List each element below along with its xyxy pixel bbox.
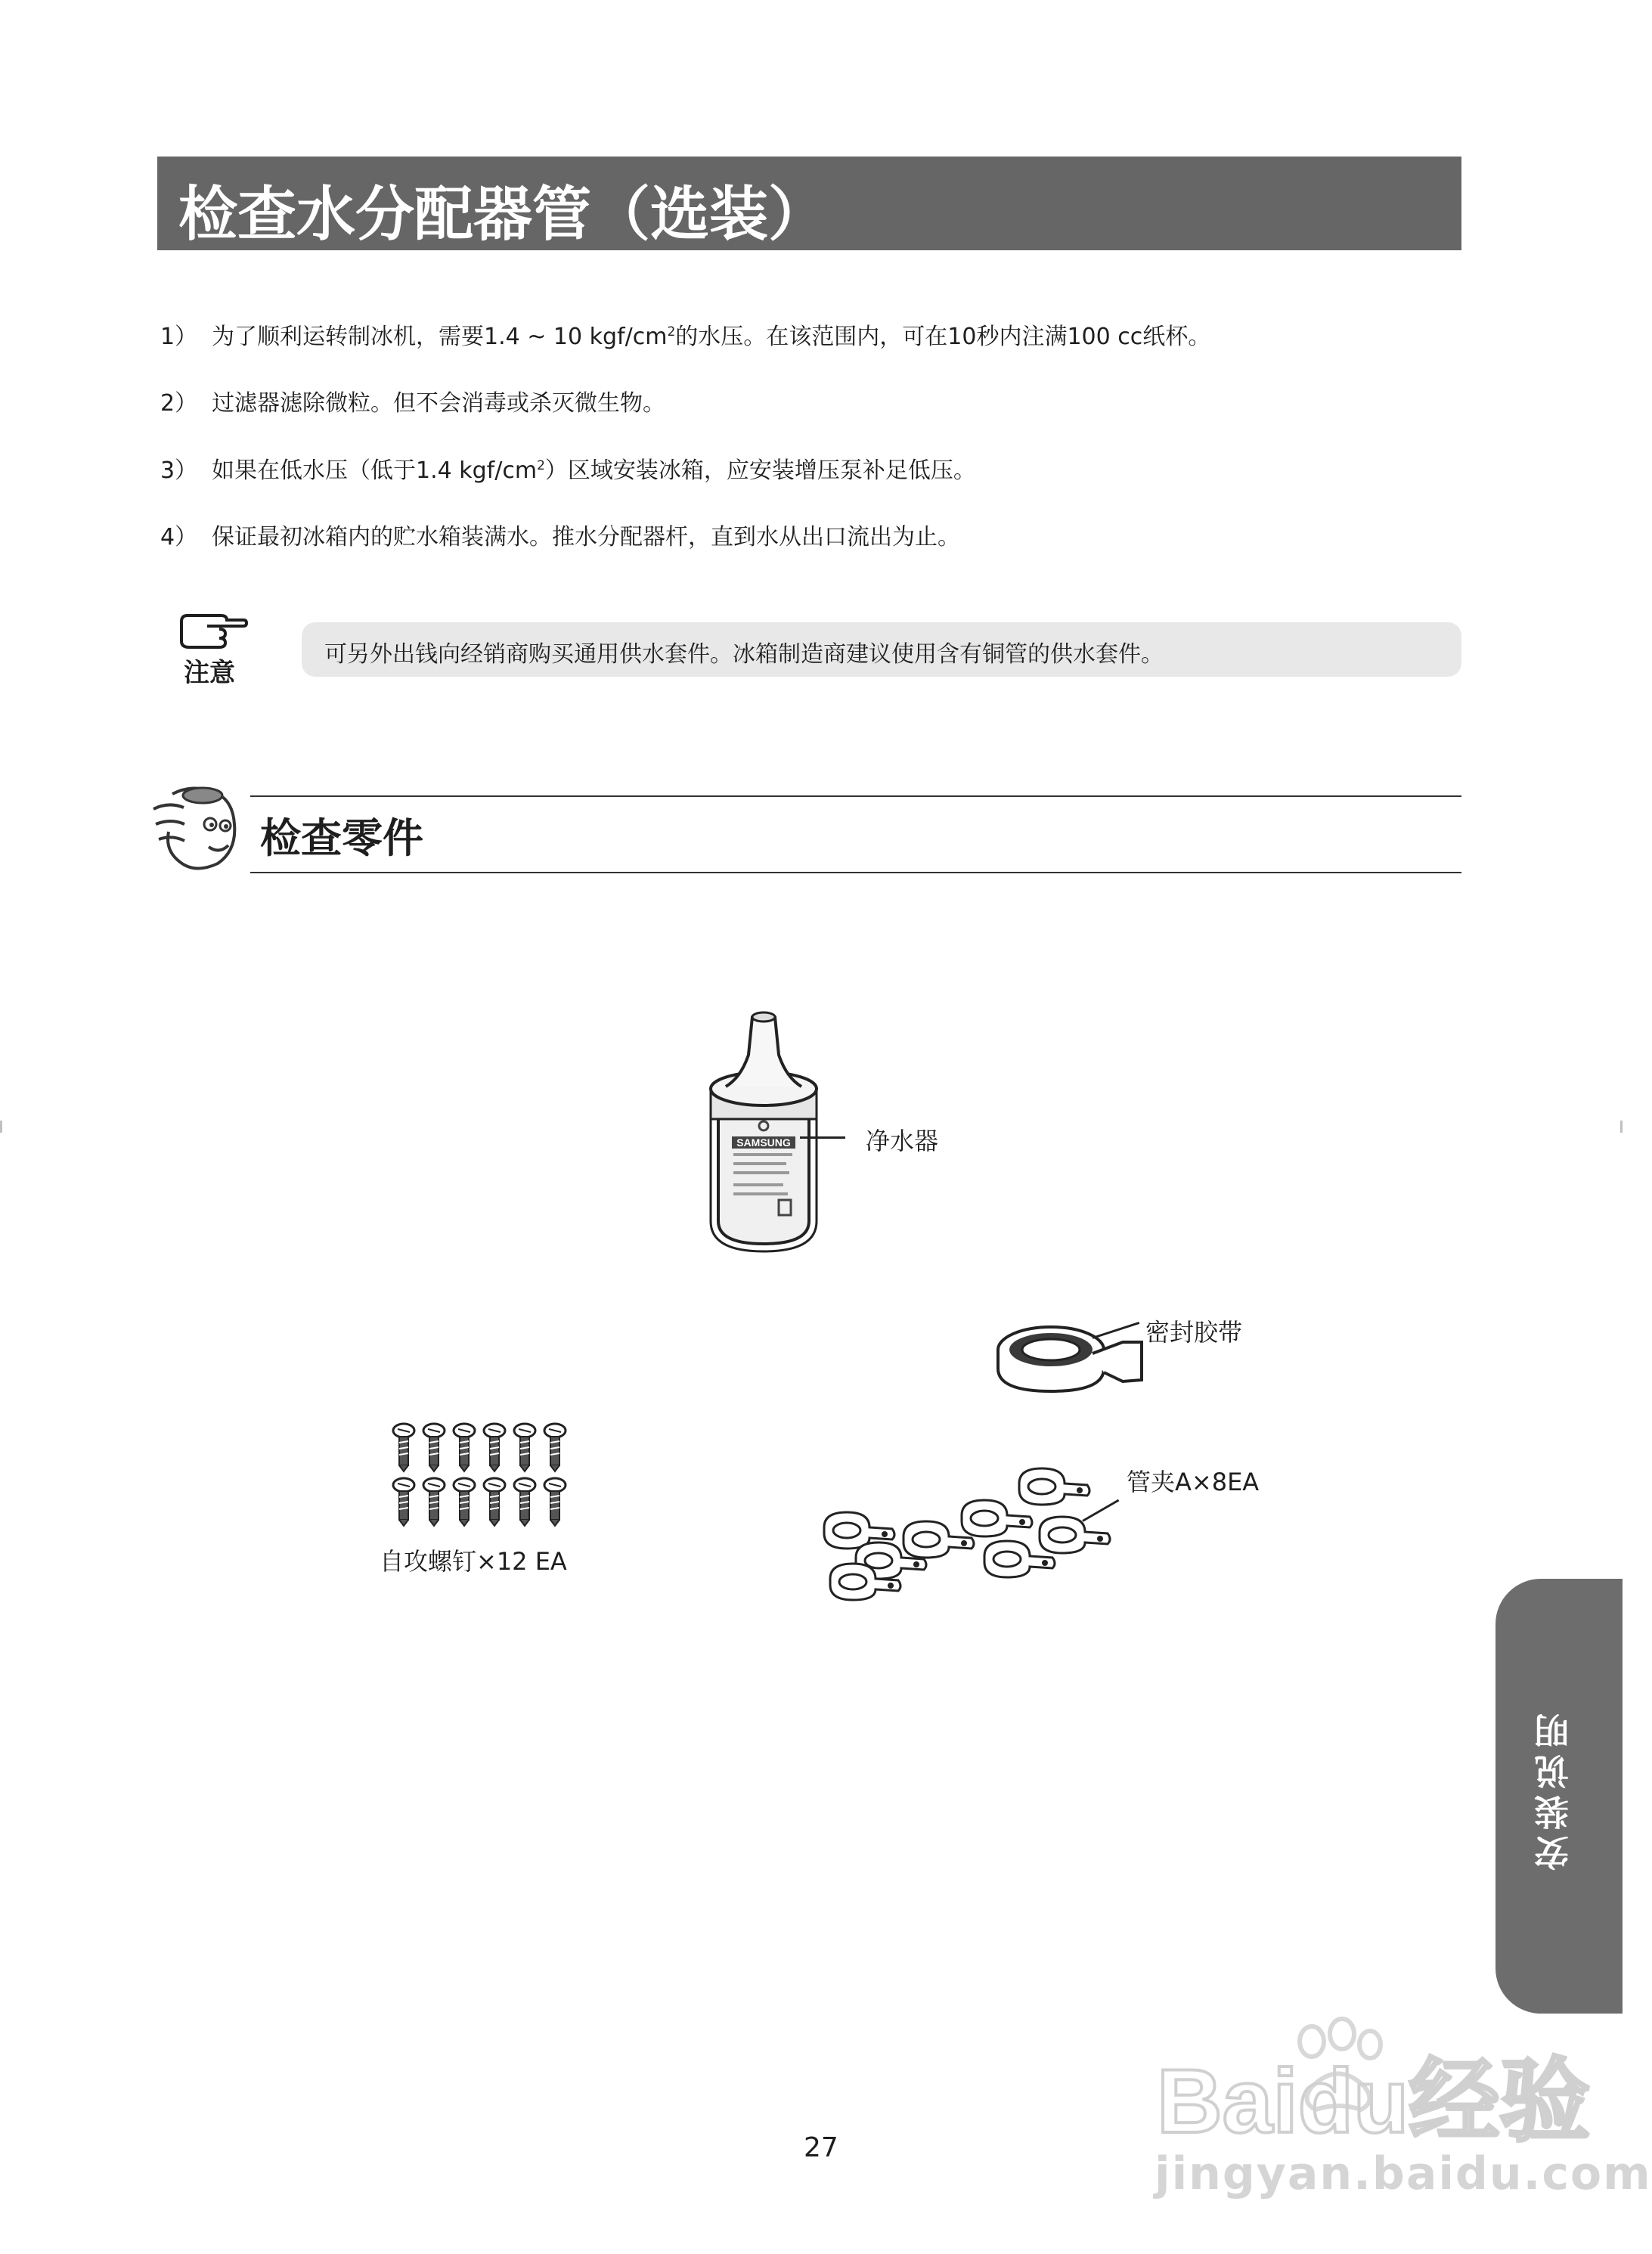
side-tab [1495,1579,1623,2014]
screws-illustration [392,1423,584,1530]
water-filter-illustration [650,1002,877,1251]
side-tab-label: 安装说明 [1533,1707,1574,1871]
list-item: 2） 过滤器滤除微粒。但不会消毒或杀灭微生物。 [160,390,665,417]
note-box [302,622,1461,677]
tape-label: 密封胶带 [1145,1318,1243,1347]
page-number: 27 [804,2132,838,2163]
page-title: 检查水分配器管（选装） [178,181,828,249]
pipe-clamps-illustration [817,1467,1134,1611]
note-text: 可另外出钱向经销商购买通用供水套件。冰箱制造商建议使用含有铜管的供水套件。 [324,641,1164,668]
watermark-url: jingyan.baidu.com [1155,2147,1652,2200]
filter-leader-line [800,1136,845,1139]
sealing-tape-illustration [990,1319,1149,1403]
title-bar [157,157,1461,250]
note-label: 注意 [184,658,235,688]
list-item: 3） 如果在低水压（低于1.4 kgf/$cm^2$）区域安装冰箱，应安装增压泵补足低压。 [160,457,976,484]
clamps-label: 管夹A×8EA [1127,1468,1260,1496]
screws-label: 自攻螺钉×12 EA [380,1547,567,1576]
edge-mark [0,1121,2,1133]
edge-mark [1620,1121,1623,1133]
section-title: 检查零件 [260,814,423,862]
filter-brand-text: SAMSUNG [736,1136,791,1149]
watermark-brand: Baidu经验 [1157,2051,1591,2152]
mascot-icon [150,779,248,876]
list-item: 1） 为了顺利运转制冰机，需要1.4 ~ 10 kgf/$cm^2$的水压。在该范围内，可在10秒内注满100 cc纸杯。 [160,324,1211,350]
filter-label: 净水器 [866,1127,939,1155]
list-item: 4） 保证最初冰箱内的贮水箱装满水。推水分配器杆，直到水从出口流出为止。 [160,524,960,550]
section-rule-bottom [250,872,1461,873]
section-rule-top [250,795,1461,797]
